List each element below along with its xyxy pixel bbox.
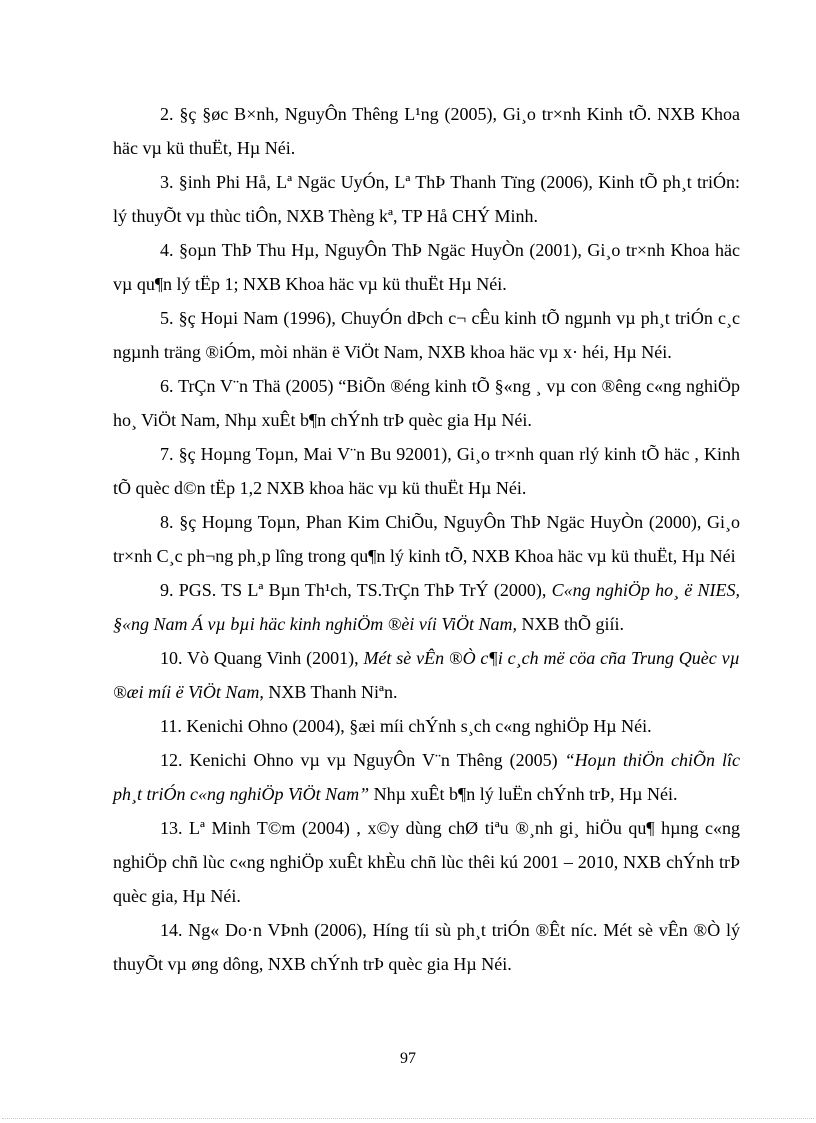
reference-item: [113, 573, 740, 641]
reference-text: Vò Quang Vinh (2001),: [187, 648, 364, 668]
reference-item: [113, 301, 740, 369]
reference-number: 3.: [160, 172, 174, 192]
reference-number: 11.: [160, 716, 182, 736]
reference-number: 8.: [160, 512, 174, 532]
reference-text: Nhµ xuÊt b¶n lý luËn chÝnh trÞ, Hµ Néi.: [369, 784, 678, 804]
page-number: 97: [400, 1050, 416, 1067]
reference-text: §ç Hoµi Nam (1996), ChuyÓn dÞch c¬ cÊu kinh tÕ ngµnh vµ ph¸t triÓn c¸c ngµnh träng ®iÓm, mòi nhän ë ViÖt Nam, NXB khoa häc vµ x· héi, Hµ Néi.: [113, 308, 740, 362]
reference-text: Kenichi Ohno vµ vµ NguyÔn V¨n Thêng (2005): [189, 750, 565, 770]
reference-number: 9.: [160, 580, 174, 600]
reference-number: 12.: [160, 750, 183, 770]
reference-text: §ç Hoµng Toµn, Phan Kim ChiÕu, NguyÔn ThÞ Ngäc HuyÒn (2000), Gi¸o tr×nh C¸c ph¬ng ph¸p lîng trong qu¶n lý kinh tÕ, NXB Khoa häc vµ kü thuËt, Hµ Néi: [113, 512, 740, 566]
reference-item: [113, 641, 740, 709]
reference-item: [113, 505, 740, 573]
reference-text: Ng« Do·n VÞnh (2006), Híng tíi sù ph¸t triÓn ®Êt níc. Mét sè vÊn ®Ò lý thuyÕt vµ øng dông, NXB chÝnh trÞ quèc gia Hµ Néi.: [113, 920, 740, 974]
reference-number: 6.: [160, 376, 174, 396]
reference-item: [113, 709, 740, 743]
reference-number: 10.: [160, 648, 183, 668]
reference-text: §ç Hoµng Toµn, Mai V¨n Bu 92001), Gi¸o tr×nh quan rlý kinh tÕ häc , Kinh tÕ quèc d©n tËp 1,2 NXB khoa häc vµ kü thuËt Hµ Néi.: [113, 444, 740, 498]
reference-title-italic: Mét sè vÊn ®Ò c¶i c¸ch më cöa cña Trung Quèc vµ ®æi míi ë ViÖt Nam,: [113, 648, 740, 702]
reference-text: §ç §øc B×nh, NguyÔn Thêng L¹ng (2005), Gi¸o tr×nh Kinh tÕ. NXB Khoa häc vµ kü thuËt, Hµ Néi.: [113, 104, 741, 158]
reference-item: [113, 913, 740, 981]
reference-item: [113, 233, 740, 301]
reference-number: 13.: [160, 818, 183, 838]
reference-text: Lª Minh T©m (2004) , x©y dùng chØ tiªu ®¸nh gi¸ hiÖu qu¶ hµng c«ng nghiÖp chñ lùc c«ng nghiÖp xuÊt khÈu chñ lùc thêi kú 2001 – 2010, NXB chÝnh trÞ quèc gia, Hµ Néi.: [113, 818, 740, 906]
reference-item: [113, 165, 740, 233]
reference-text: PGS. TS Lª Bµn Th¹ch, TS.TrÇn ThÞ TrÝ (2000),: [178, 580, 552, 600]
reference-item: [113, 97, 740, 165]
reference-item: [113, 811, 740, 913]
page-bottom-divider: [2, 1118, 814, 1119]
reference-item: [113, 743, 740, 811]
reference-list: [113, 97, 740, 981]
reference-title-italic: “Hoµn thiÖn chiÕn lîc ph¸t triÓn c«ng nghiÖp ViÖt Nam”: [113, 750, 740, 804]
reference-text: §inh Phi Hå, Lª Ngäc UyÓn, Lª ThÞ Thanh Tïng (2006), Kinh tÕ ph¸t triÓn: lý thuyÕt vµ thùc tiÔn, NXB Thèng kª, TP Hå CHÝ Minh.: [113, 172, 741, 226]
reference-text: NXB thÕ giíi.: [517, 614, 625, 634]
reference-number: 14.: [160, 920, 183, 940]
reference-title-italic: C«ng nghiÖp ho¸ ë NIES, §«ng Nam Á vµ bµi häc kinh nghiÖm ®èi víi ViÖt Nam,: [113, 580, 741, 634]
reference-text: NXB Thanh Niªn.: [263, 682, 398, 702]
reference-item: [113, 369, 740, 437]
reference-number: 2.: [160, 104, 174, 124]
reference-number: 5.: [160, 308, 174, 328]
reference-item: [113, 437, 740, 505]
reference-number: 7.: [160, 444, 174, 464]
reference-number: 4.: [160, 240, 174, 260]
reference-text: §oµn ThÞ Thu Hµ, NguyÔn ThÞ Ngäc HuyÒn (2001), Gi¸o tr×nh Khoa häc vµ qu¶n lý tËp 1; NXB Khoa häc vµ kü thuËt Hµ Néi.: [113, 240, 741, 294]
reference-text: TrÇn V¨n Thä (2005) “BiÕn ®éng kinh tÕ §«ng ¸ vµ con ®êng c«ng nghiÖp ho¸ ViÖt Nam, Nhµ xuÊt b¶n chÝnh trÞ quèc gia Hµ Néi.: [113, 376, 740, 430]
reference-text: Kenichi Ohno (2004), §æi míi chÝnh s¸ch c«ng nghiÖp Hµ Néi.: [186, 716, 652, 736]
